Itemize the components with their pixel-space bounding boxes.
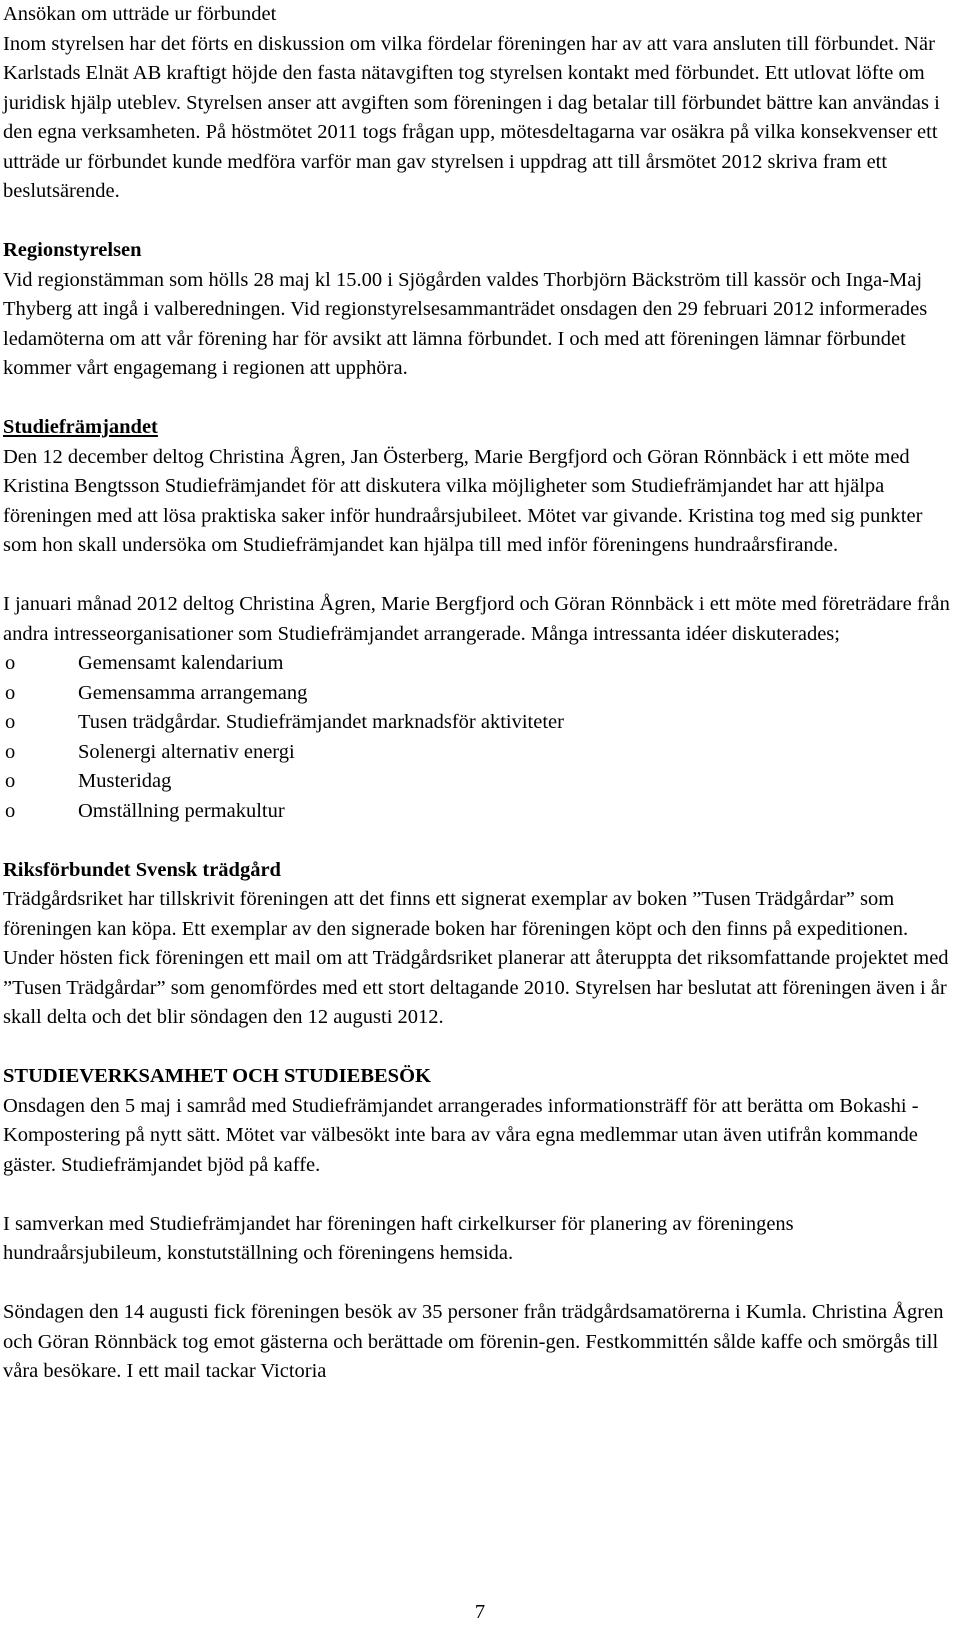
- paragraph-utträde: Inom styrelsen har det förts en diskussion om vilka fördelar föreningen har av att vara ansluten till förbundet. När Karlstads Elnät AB kraftigt höjde den fasta nätavgiften tog styrelsen kontakt med förbundet. Ett utlovat löfte om juridisk hjälp uteblev. Styrelsen anser att avgiften som föreningen i dag betalar till förbundet bättre kan användas i den egna verksamheten. På höstmötet 2011 togs frågan upp, mötesdeltagarna var osäkra på vilka konsekvenser ett utträde ur förbundet kunde medföra varför man gav styrelsen i uppdrag att till årsmötet 2012 skriva fram ett beslutsärende.: [3, 32, 940, 202]
- spacer: [3, 826, 955, 856]
- section-heading-studiefrämjandet: Studiefrämjandet: [3, 416, 158, 438]
- bullet-marker: o: [5, 740, 16, 763]
- spacer: [3, 384, 955, 414]
- section-heading-regionstyrelsen: Regionstyrelsen: [3, 239, 142, 261]
- spacer: [3, 1269, 955, 1299]
- page-number: 7: [474, 1601, 486, 1623]
- bullet-marker: o: [5, 770, 16, 792]
- paragraph-studiefrämjandet-2: I januari månad 2012 deltog Christina Ågren, Marie Bergfjord och Göran Rönnbäck i ett möte med företrädare från andra intresseorganisationer som Studiefrämjandet arrangerade. Många intressanta idéer diskuterades;: [3, 593, 950, 645]
- list-item: [3, 708, 955, 738]
- paragraph-studieverksamhet-2: I samverkan med Studiefrämjandet har föreningen haft cirkelkurser för planering av föreningens hundraårsjubileum, konstutställning och föreningens hemsida.: [3, 1212, 794, 1264]
- paragraph-studieverksamhet-3: Söndagen den 14 augusti fick föreningen besök av 35 personer från trädgårdsamatörerna i Kumla. Christina Ågren och Göran Rönnbäck tog emot gästerna och berättade om förenin-gen. Festkommittén sålde kaffe och smörgås till våra besökare. I ett mail tackar Victoria: [3, 1301, 944, 1382]
- list-item: [3, 767, 955, 797]
- bullet-marker: o: [5, 799, 16, 822]
- bullet-marker: o: [5, 652, 16, 674]
- spacer: [3, 1180, 955, 1210]
- spacer: [3, 207, 955, 237]
- section-title-utträde: Ansökan om utträde ur förbundet: [3, 3, 277, 25]
- list-item: [3, 649, 955, 679]
- list-item-text: Solenergi alternativ energi: [78, 740, 295, 763]
- bullet-marker: o: [5, 681, 16, 704]
- list-item-text: Gemensamt kalendarium: [78, 652, 284, 674]
- section-heading-studieverksamhet: STUDIEVERKSAMHET OCH STUDIEBESÖK: [3, 1065, 431, 1087]
- list-item-text: Tusen trädgårdar. Studiefrämjandet marknadsför aktiviteter: [78, 711, 564, 733]
- paragraph-studiefrämjandet-1: Den 12 december deltog Christina Ågren, Jan Österberg, Marie Bergfjord och Göran Rönnbäck i ett möte med Kristina Bengtsson Studiefrämjandet för att diskutera vilka möjligheter som Studiefrämjandet har att hjälpa föreningen med att lösa praktiska saker inför hundraårsjubileet. Mötet var givande. Kristina tog med sig punkter som hon skall undersöka om Studiefrämjandet kan hjälpa till med inför föreningens hundraårsfirande.: [3, 445, 923, 556]
- paragraph-riksförbundet: Trädgårdsriket har tillskrivit föreningen att det finns ett signerat exemplar av boken ”Tusen Trädgårdar” som föreningen kan köpa. Ett exemplar av den signerade boken har föreningen köpt och den finns på expeditionen. Under hösten fick föreningen ett mail om att Trädgårdsriket planerar att återuppta det riksomfattande projektet med ”Tusen Trädgårdar” som genomfördes med ett stort deltagande 2010. Styrelsen har beslutat att föreningen även i år skall delta och det blir söndagen den 12 augusti 2012.: [3, 888, 949, 1028]
- list-item: [3, 679, 955, 709]
- idea-list: [3, 649, 955, 826]
- section-heading-riksförbundet: Riksförbundet Svensk trädgård: [3, 858, 281, 881]
- paragraph-studieverksamhet-1: Onsdagen den 5 maj i samråd med Studiefrämjandet arrangerades informationsträff för att berätta om Bokashi - Kompostering på nytt sätt. Mötet var välbesökt inte bara av våra egna medlemmar utan även utifrån kommande gäster. Studiefrämjandet bjöd på kaffe.: [3, 1094, 919, 1176]
- list-item-text: Gemensamma arrangemang: [78, 681, 308, 704]
- bullet-marker: o: [5, 711, 16, 733]
- spacer: [3, 1033, 955, 1063]
- list-item: [3, 738, 955, 768]
- paragraph-regionstyrelsen: Vid regionstämman som hölls 28 maj kl 15.00 i Sjögården valdes Thorbjörn Bäckström till kassör och Inga-Maj Thyberg att ingå i valberedningen. Vid regionstyrelsesammanträdet onsdagen den 29 februari 2012 informerades ledamöterna om att vår förening har för avsikt att lämna förbundet. I och med att föreningen lämnar förbundet kommer vårt engagemang i regionen att upphöra.: [3, 268, 928, 379]
- list-item-text: Musteridag: [78, 770, 172, 792]
- list-item: [3, 797, 955, 827]
- document-page: [3, 0, 955, 1387]
- list-item-text: Omställning permakultur: [78, 799, 285, 822]
- spacer: [3, 561, 955, 591]
